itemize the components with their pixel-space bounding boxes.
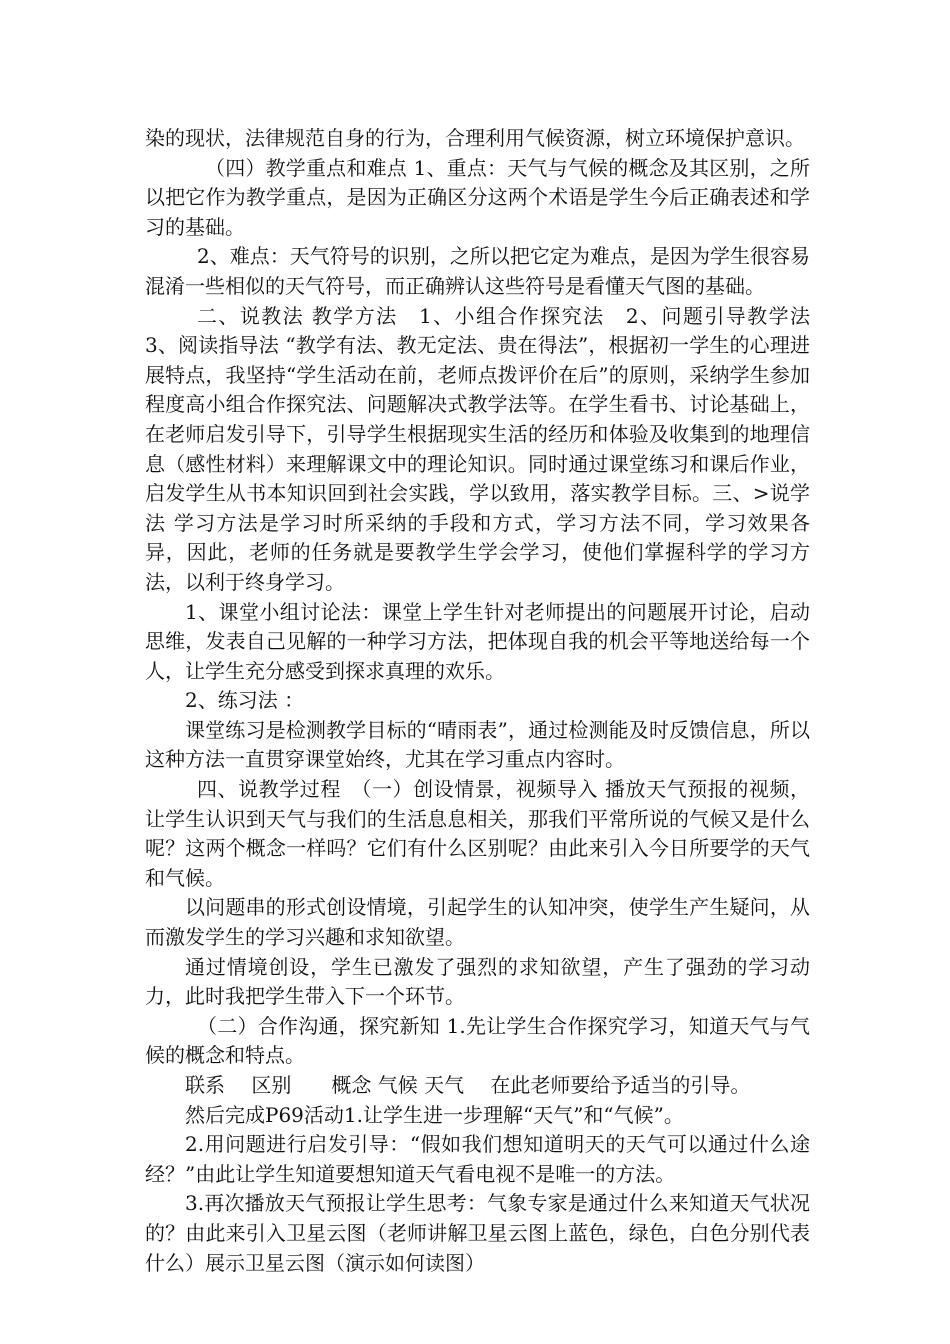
paragraph: 2、练习法 ：: [185, 688, 305, 713]
paragraph: 2.用问题进行启发引导：“假如我们想知道明天的天气可以通过什么途经？”由此让学生知道要想知道天气看电视不是唯一的方法。: [145, 1132, 810, 1186]
paragraph: 染的现状，法律规范自身的行为，合理利用气候资源，树立环境保护意识。: [145, 126, 805, 150]
paragraph: 课堂练习是检测教学目标的“晴雨表”，通过检测能及时反馈信息，所以这种方法一直贯穿课堂始终，尤其在学习重点内容时。: [145, 717, 810, 772]
paragraph: 四、说教学过程 （一）创设情景，视频导入 播放天气预报的视频，让学生认识到天气与我们的生活息息相关，那我们平常所说的气候又是什么呢？这两个概念一样吗？它们有什么区别呢？由此来引入今日所要学的天气和气候。: [145, 777, 810, 890]
paragraph: 1、课堂小组讨论法：课堂上学生针对老师提出的问题展开讨论，启动思维，发表自己见解的一种学习方法，把体现自我的机会平等地送给每一个人，让学生充分感受到探求真理的欢乐。: [145, 599, 810, 683]
paragraph: 2、难点：天气符号的识别，之所以把它定为难点，是因为学生很容易混淆一些相似的天气符号，而正确辨认这些符号是看懂天气图的基础。: [145, 244, 810, 298]
paragraph: 联系 区别 概念 气候 天气 在此老师要给予适当的引导。: [185, 1073, 751, 1097]
paragraph: （四）教学重点和难点 1、重点：天气与气候的概念及其区别，之所以把它作为教学重点，是因为正确区分这两个术语是学生今后正确表述和学习的基础。: [145, 155, 810, 239]
paragraph: 以问题串的形式创设情境，引起学生的认知冲突，使学生产生疑问，从而激发学生的学习兴趣和求知欲望。: [145, 895, 810, 950]
paragraph: 通过情境创设，学生已激发了强烈的求知欲望，产生了强劲的学习动力，此时我把学生带入下一个环节。: [145, 954, 810, 1009]
paragraph: 二、说教法 教学方法 1、小组合作探究法 2、问题引导教学法 3、阅读指导法 “教学有法、教无定法、贵在得法”，根据初一学生的心理进展特点，我坚持“学生活动在前，老师点拨评价在后”的原则，采纳学生参加程度高小组合作探究法、问题解决式教学法等。在学生看书、讨论基础上，在老师启发引导下，引导学生根据现实生活的经历和体验及收集到的地理信息（感性材料）来理解课文中的理论知识。同时通过课堂练习和课后作业，启发学生从书本知识回到社会实践，学以致用，落实教学目标。三、>说学法 学习方法是学习时所采纳的手段和方式，学习方法不同，学习效果各异，因此，老师的任务就是要教学生学会学习，使他们掌握科学的学习方法，以利于终身学习。: [145, 303, 830, 594]
document-page: [145, 124, 830, 1278]
paragraph: 然后完成P69活动1.让学生进一步理解“天气”和“气候”。: [185, 1102, 684, 1127]
paragraph: 3.再次播放天气预报让学生思考：气象专家是通过什么来知道天气状况的？由此来引入卫星云图（老师讲解卫星云图上蓝色，绿色，白色分别代表什么）展示卫星云图（演示如何读图）: [145, 1191, 810, 1275]
paragraph: （二）合作沟通，探究新知 1.先让学生合作探究学习，知道天气与气候的概念和特点。: [145, 1013, 810, 1068]
